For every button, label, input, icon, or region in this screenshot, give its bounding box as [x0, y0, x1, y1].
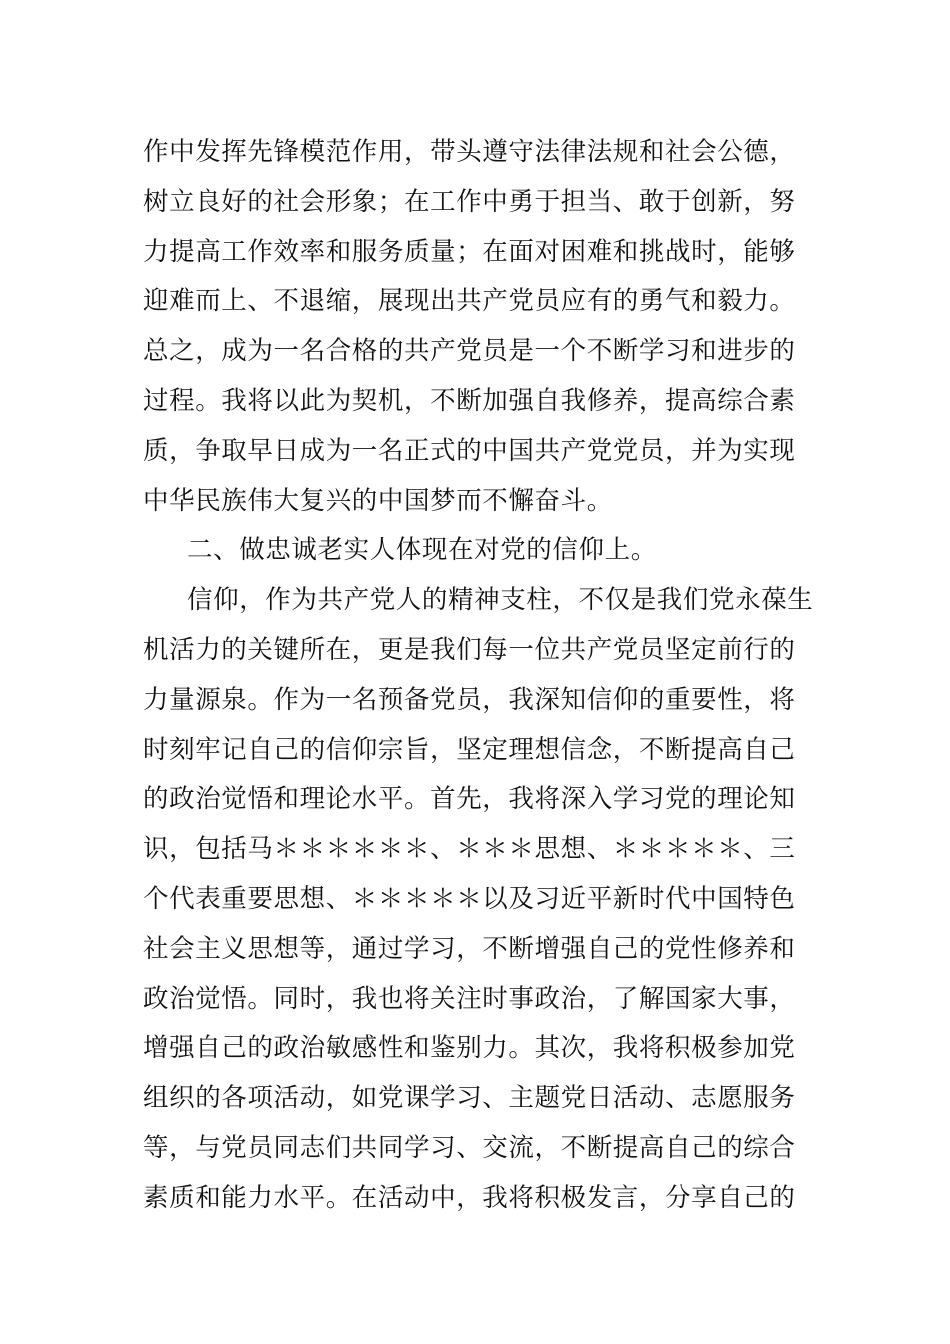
text-line: 等，与党员同志们共同学习、交流，不断提高自己的综合: [143, 1132, 796, 1163]
text-line: 树立良好的社会形象；在工作中勇于担当、敢于创新，努: [143, 186, 796, 217]
text-line: 素质和能力水平。在活动中，我将积极发言，分享自己的: [143, 1182, 796, 1213]
text-line: 信仰，作为共产党人的精神支柱，不仅是我们党永葆生: [187, 585, 814, 616]
text-line: 时刻牢记自己的信仰宗旨，坚定理想信念，不断提高自己: [143, 734, 796, 765]
body-text: [143, 128, 813, 1224]
text-line: 作中发挥先锋模范作用，带头遵守法律法规和社会公德，: [143, 137, 796, 167]
text-line: 力量源泉。作为一名预备党员，我深知信仰的重要性，将: [143, 684, 796, 715]
text-line: 质，争取早日成为一名正式的中国共产党党员，并为实现: [143, 435, 796, 466]
text-line: 机活力的关键所在，更是我们每一位共产党员坚定前行的: [143, 634, 796, 665]
text-line: 识，包括马＊＊＊＊＊＊、＊＊＊思想、＊＊＊＊＊、三: [143, 834, 796, 865]
text-line: 个代表重要思想、＊＊＊＊＊以及习近平新时代中国特色: [143, 883, 796, 914]
text-line: 增强自己的政治敏感性和鉴别力。其次，我将积极参加党: [143, 1033, 796, 1064]
text-line: 迎难而上、不退缩，展现出共产党员应有的勇气和毅力。: [143, 286, 796, 317]
text-line: 力提高工作效率和服务质量；在面对困难和挑战时，能够: [143, 236, 796, 267]
text-line: 的政治觉悟和理论水平。首先，我将深入学习党的理论知: [143, 784, 796, 815]
text-line: 政治觉悟。同时，我也将关注时事政治，了解国家大事，: [143, 983, 796, 1014]
text-line: 社会主义思想等，通过学习，不断增强自己的党性修养和: [143, 933, 796, 964]
text-line: 组织的各项活动，如党课学习、主题党日活动、志愿服务: [143, 1083, 796, 1114]
text-line: 总之，成为一名合格的共产党员是一个不断学习和进步的: [143, 336, 796, 367]
section-heading: 二、做忠诚老实人体现在对党的信仰上。: [187, 535, 657, 566]
text-line: 中华民族伟大复兴的中国梦而不懈奋斗。: [143, 485, 613, 516]
text-line: 过程。我将以此为契机，不断加强自我修养，提高综合素: [143, 385, 796, 416]
